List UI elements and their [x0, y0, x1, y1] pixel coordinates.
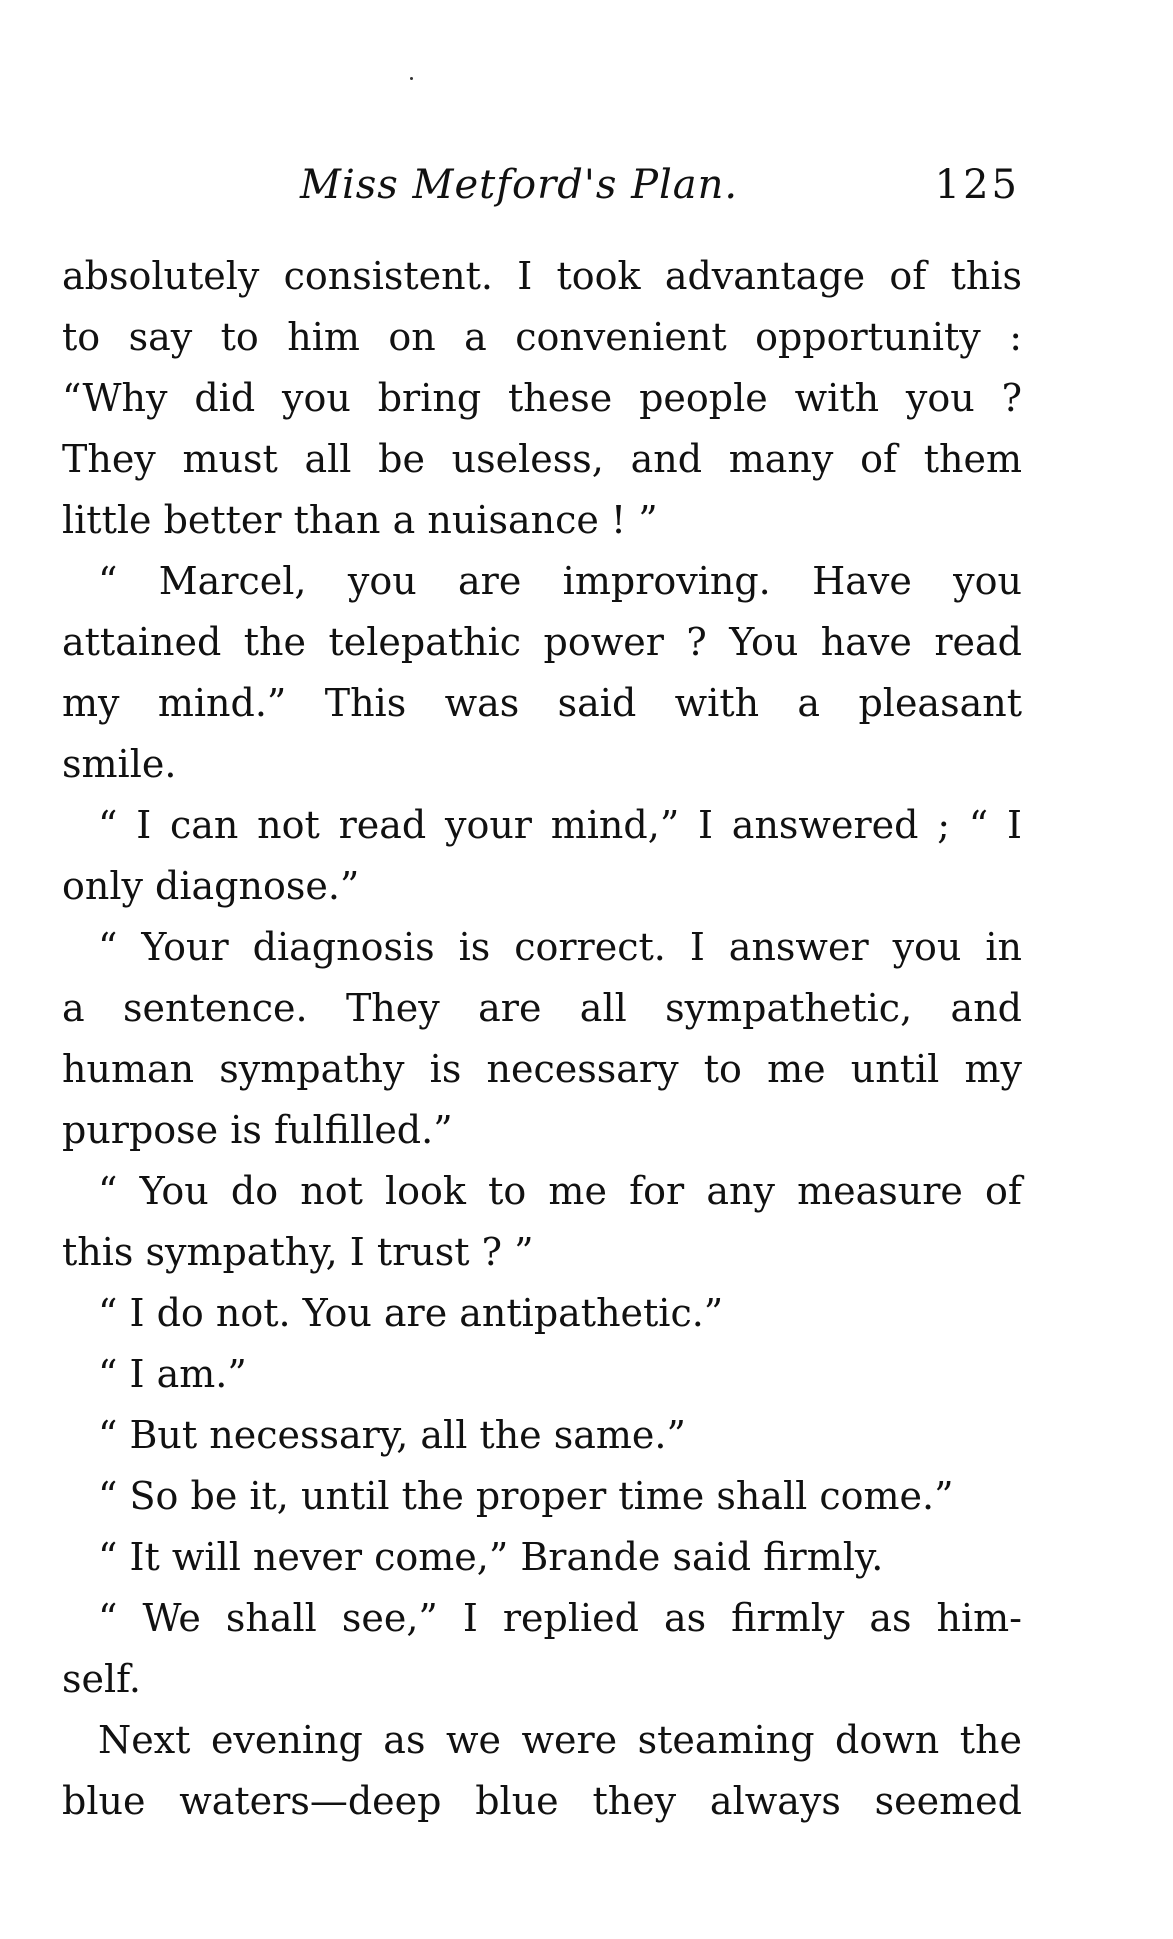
text-line: “ Marcel, you are improving. Have you [98, 559, 1022, 603]
text-line: absolutely consistent. I took advantage of this [62, 254, 1022, 298]
text-line: “ So be it, until the proper time shall come.” [98, 1474, 954, 1518]
text-line: “Why did you bring these people with you ? [62, 376, 1022, 420]
text-line: “ I do not. You are antipathetic.” [98, 1291, 724, 1335]
text-line: a sentence. They are all sympathetic, and [62, 986, 1022, 1030]
text-line: to say to him on a convenient opportunity : [62, 315, 1022, 359]
text-line: “ It will never come,” Brande said firmly. [98, 1535, 884, 1579]
text-line: “ Your diagnosis is correct. I answer you in [98, 925, 1022, 969]
text-line: purpose is fulfilled.” [62, 1108, 453, 1152]
text-line: self. [62, 1657, 141, 1701]
text-line: “ I am.” [98, 1352, 247, 1396]
text-line: only diagnose.” [62, 864, 360, 908]
text-line: blue waters—deep blue they always seemed [62, 1779, 1022, 1823]
text-line: Next evening as we were steaming down the [98, 1718, 1022, 1762]
running-header [300, 162, 1020, 222]
page-number: 125 [934, 162, 1020, 208]
running-title: Miss Metford's Plan. [300, 162, 739, 208]
text-line: “ But necessary, all the same.” [98, 1413, 686, 1457]
text-line: human sympathy is necessary to me until my [62, 1047, 1022, 1091]
text-line: “ I can not read your mind,” I answered ; “ I [98, 803, 1022, 847]
text-line: this sympathy, I trust ? ” [62, 1230, 534, 1274]
text-line: my mind.” This was said with a pleasant [62, 681, 1022, 725]
text-line: “ You do not look to me for any measure of [98, 1169, 1022, 1213]
text-line: smile. [62, 742, 177, 786]
ink-speck [410, 77, 413, 80]
text-line: attained the telepathic power ? You have read [62, 620, 1022, 664]
text-line: They must all be useless, and many of them [62, 437, 1022, 481]
body-text [62, 246, 1022, 1832]
text-line: “ We shall see,” I replied as firmly as him- [98, 1596, 1022, 1640]
text-line: little better than a nuisance ! ” [62, 498, 658, 542]
